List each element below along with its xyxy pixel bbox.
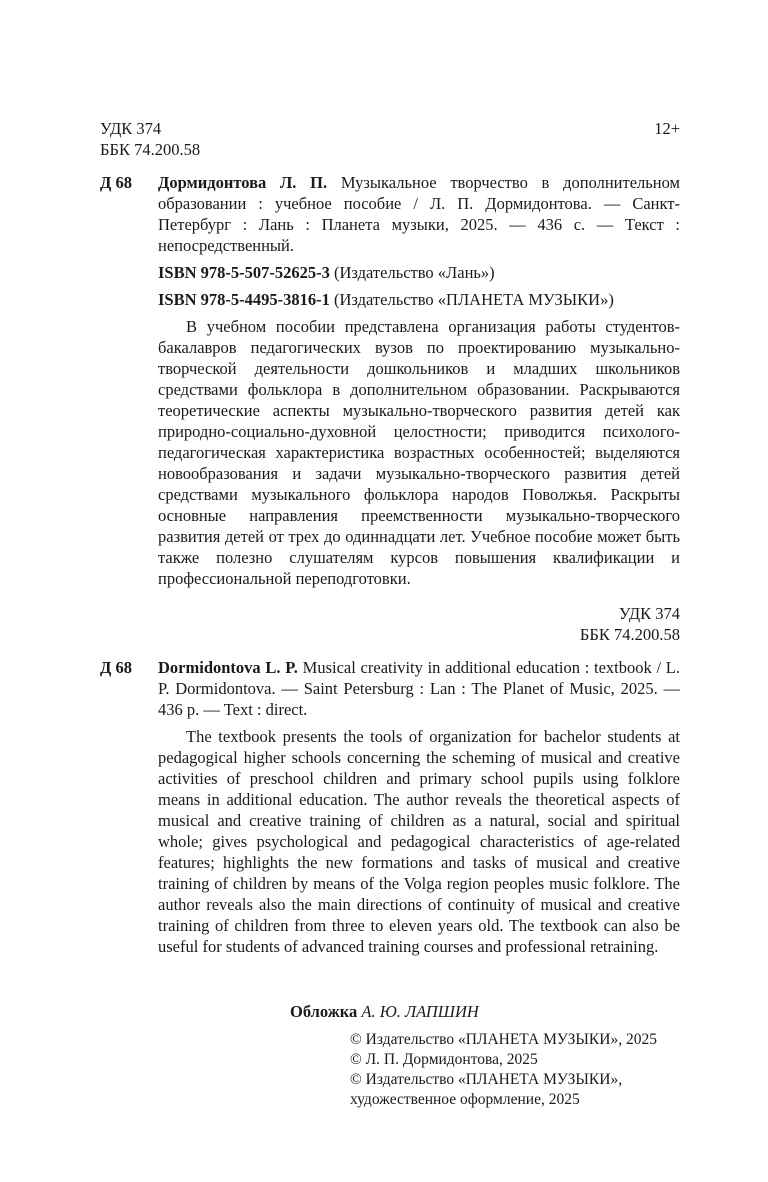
cover-artist: А. Ю. ЛАПШИН	[361, 1002, 479, 1021]
bibliographic-description-en	[158, 657, 680, 720]
copyright-line: © Издательство «ПЛАНЕТА МУЗЫКИ», 2025	[350, 1031, 657, 1048]
author-name-ru: Дормидонтова Л. П.	[158, 173, 328, 192]
author-mark-ru: Д 68	[100, 173, 132, 192]
isbn-number-1: ISBN 978-5-507-52625-3	[158, 263, 330, 282]
classification-codes-top	[100, 118, 680, 160]
copyright-line: © Л. П. Дормидонтова, 2025	[350, 1051, 538, 1068]
author-mark-en: Д 68	[100, 658, 132, 677]
age-rating: 12+	[654, 119, 680, 138]
classification-codes-right	[100, 603, 680, 645]
english-catalog-entry	[100, 657, 680, 957]
bbk-code-right: ББК 74.200.58	[579, 625, 680, 644]
udc-code-right: УДК 374	[618, 604, 680, 623]
bbk-code: ББК 74.200.58	[100, 140, 201, 159]
udc-code: УДК 374	[100, 119, 162, 138]
copyright-line: © Издательство «ПЛАНЕТА МУЗЫКИ»,	[350, 1071, 623, 1088]
english-entry-body	[158, 657, 680, 957]
abstract-en: The textbook presents the tools of organization for bachelor students at pedagogical higher schools concerning the scheming of musical and creative activities of preschool children and primary school pupils using folklore means in additional education. The author reveals the theoretical aspects of musical and creative training of children as a natural, social and spiritual whole; gives psychological and pedagogical characteristics of age-related features; highlights the new formations and tasks of musical and creative training of children by means of the Volga region peoples music folklore. The author reveals also the main directions of continuity of musical and creative training of children from three to eleven years old. The textbook can also be useful for students of advanced training courses and professional retraining.	[158, 727, 680, 956]
russian-entry-body	[158, 172, 680, 589]
description-en: Musical creativity in additional education : textbook / L. P. Dormidontova. — Saint Petersburg : Lan : The Planet of Music, 2025. — 436 p. — Text : direct.	[158, 658, 680, 719]
copyright-block	[350, 1030, 680, 1110]
description-ru: Музыкальное творчество в дополнительном образовании : учебное пособие / Л. П. Дормидонтова. — Санкт-Петербург : Лань : Планета музыки, 2025. — 436 с. — Текст : непосредственный.	[158, 173, 680, 255]
isbn-number-2: ISBN 978-5-4495-3816-1	[158, 290, 330, 309]
cover-label: Обложка	[290, 1002, 358, 1021]
isbn-publisher-1: (Издательство «Лань»)	[334, 263, 495, 282]
isbn-publisher-2: (Издательство «ПЛАНЕТА МУЗЫКИ»)	[334, 290, 614, 309]
author-name-en: Dormidontova L. P.	[158, 658, 298, 677]
abstract-ru: В учебном пособии представлена организация работы студентов-бакалавров педагогических вузов по проектированию музыкально-творческой деятельности дошкольников и младших школьников средствами фольклора в дополнительном образовании. Раскрываются теоретические аспекты музыкально-творческого развития детей как природно-социально-духовной целостности; приводится психолого-педагогическая характеристика возрастных особенностей; выделяются новообразования и задачи музыкально-творческого развития детей средствами музыкального фольклора народов Поволжья. Раскрыты основные направления преемственности музыкально-творческого развития детей от трех до одиннадцати лет. Учебное пособие может быть также полезно слушателям курсов повышения квалификации и профессиональной переподготовки.	[158, 317, 680, 588]
copyright-line: художественное оформление, 2025	[350, 1091, 580, 1108]
bibliographic-description-ru	[158, 172, 680, 256]
cover-credit	[290, 1001, 680, 1022]
russian-catalog-entry	[100, 172, 680, 589]
imprint-page	[100, 118, 680, 1110]
isbn-line-1	[158, 262, 680, 283]
isbn-line-2	[158, 289, 680, 310]
